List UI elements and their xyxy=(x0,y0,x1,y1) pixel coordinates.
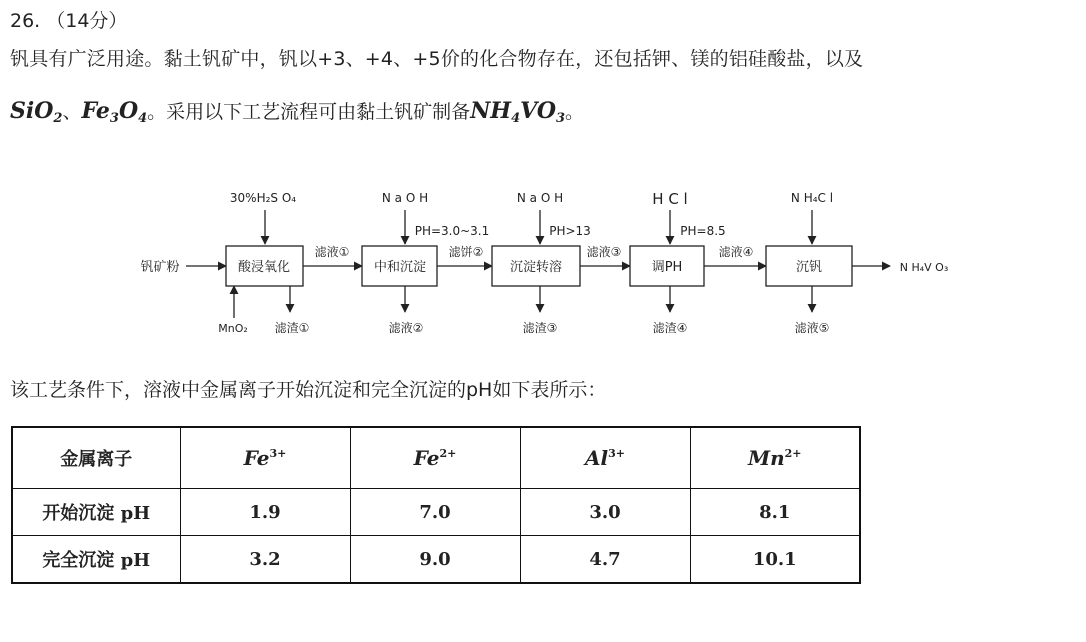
formula-sio2: SiO$_2$ xyxy=(10,98,63,126)
flow-output-3: 滤渣③ xyxy=(522,321,558,335)
flow-reagent-5: N H₄C l xyxy=(790,191,834,205)
formula-fe3o4: $Fe_3O_4$ xyxy=(81,98,148,126)
flow-step-1: 酸浸氧化 xyxy=(237,260,291,275)
table-cell: 8.1 xyxy=(690,489,860,536)
header-label: 金属离子 xyxy=(12,427,180,489)
formula-tail-text: 。采用以下工艺流程可由黏土钒矿制备 xyxy=(147,101,471,123)
question-intro: 钒具有广泛用途。黏土钒矿中，钒以+3、+4、+5价的化合物存在，还包括钾、镁的铝硅酸盐，以及 xyxy=(10,48,864,70)
table-cell: 7.0 xyxy=(350,489,520,536)
flow-step-4: 调PH xyxy=(651,260,683,275)
flow-label-2: 滤饼② xyxy=(448,245,484,259)
table-cell: 3.2 xyxy=(180,536,350,584)
table-cell: 1.9 xyxy=(180,489,350,536)
row-label: 完全沉淀 pH xyxy=(12,536,180,584)
conditions-text: 该工艺条件下，溶液中金属离子开始沉淀和完全沉淀的pH如下表所示： xyxy=(10,379,607,401)
table-row xyxy=(12,489,860,536)
table-cell: 3.0 xyxy=(520,489,690,536)
flow-output-5: 滤液⑤ xyxy=(794,321,830,335)
table-row xyxy=(12,536,860,584)
flow-reagent-2: N a O H xyxy=(381,191,429,205)
flow-label-1: 滤液① xyxy=(314,245,350,259)
question-number: 26. （14分） xyxy=(10,10,128,32)
flow-reagent-4: H C l xyxy=(652,190,688,208)
ion-cell: $Fe^{2+}$ xyxy=(350,427,520,489)
flow-output-1: 滤渣① xyxy=(274,321,310,335)
ion-cell: $Al^{3+}$ xyxy=(520,427,690,489)
flow-reagent-1: 30%H₂S O₄ xyxy=(229,191,297,205)
ph-table xyxy=(11,426,861,584)
flow-output-2: 滤液② xyxy=(388,321,424,335)
flow-output-4: 滤渣④ xyxy=(652,321,688,335)
flow-condition-2: PH=3.0~3.1 xyxy=(414,224,490,238)
flow-step-5: 沉钒 xyxy=(795,260,823,275)
ion-cell: $Fe^{3+}$ xyxy=(180,427,350,489)
flow-label-4: 滤液④ xyxy=(718,245,754,259)
process-flow-diagram xyxy=(0,180,1086,350)
flow-bottom-reagent: MnO₂ xyxy=(218,322,248,335)
flow-input: 钒矿粉 xyxy=(140,260,180,275)
formula-separator: 、 xyxy=(62,101,82,123)
row-label: 开始沉淀 pH xyxy=(12,489,180,536)
table-cell: 4.7 xyxy=(520,536,690,584)
formula-line xyxy=(10,97,584,126)
flow-reagent-3: N a O H xyxy=(516,191,564,205)
formula-nh4vo3: $NH_4VO_3$ xyxy=(470,98,566,126)
table-header-row xyxy=(12,427,860,489)
table-cell: 9.0 xyxy=(350,536,520,584)
flow-product: N H₄V O₃ xyxy=(899,261,949,274)
table-cell: 10.1 xyxy=(690,536,860,584)
flow-step-2: 中和沉淀 xyxy=(373,260,427,275)
flow-label-3: 滤液③ xyxy=(586,245,622,259)
ion-cell: $Mn^{2+}$ xyxy=(690,427,860,489)
flow-condition-3: PH>13 xyxy=(549,224,591,238)
formula-end-text: 。 xyxy=(565,101,585,123)
flow-step-3: 沉淀转溶 xyxy=(509,260,563,275)
flow-condition-4: PH=8.5 xyxy=(680,224,726,238)
